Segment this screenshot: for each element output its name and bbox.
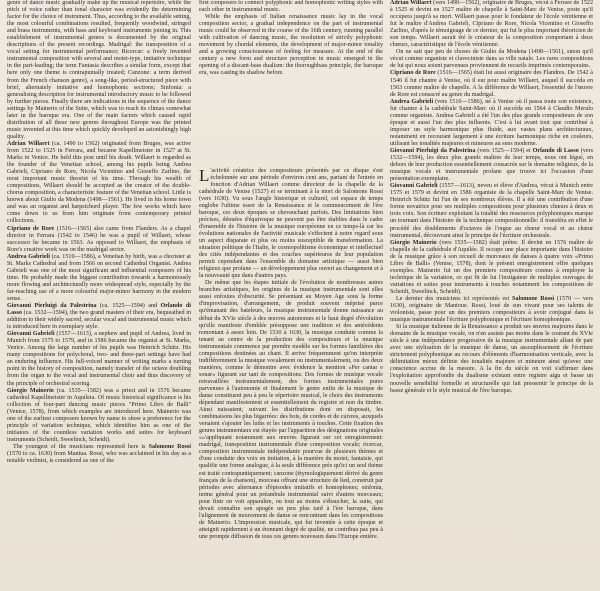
drop-cap: L [199,165,210,185]
paragraph-genres: genre of dance music gradually make up the musical repertoire, while the pitch of voice rather than tonal character was evidently the determining factor for the choice of instrument. Thus, according to the available setting, the most colourful combinations resulted, frequently woodwind, stringed and brass instruments, with bass and keyboard instruments joining in. This establishment of instrumental genres is documented by the original descriptions of the present recordings. Madrigal: the transposition of a vocal setting for instrumental performance; Ricercar: a freely invented instrumental composition with several and motet-type, imitative technique in the part-leading; the term Fantasia describes a similar form, except that here only one theme is contrapuntally treated; Canzone: a term derived from the French chanson genre), a song-like, period-structured piece with brief, alternately imitative and homophonic sections; Sinfonia: a generalising description for instrumental introductory music to be followed by further pieces. Finally there are indications in the sequence of the dance settings by Mainerio of the Suite, which was to reach its climax somewhat later in the baroque era. One of the main factors which caused rapid distribution of all these new genres throughout Europe was the printed music invented at this time which quickly developed an astonishingly high quality. [7,0,191,140]
paragraph-fr-giulio: On ne sait que peu de choses de Giulio da Modena (1498—1561), sinon qu'il vécut comme organiste et claveciniste dans sa ville natale. Les rares compositions de lui qui nous soient parvenues proviennent de recueils imprimés contemporains. [390,49,593,70]
paragraph-fr-conclusion: Si la musique italienne de la Renaissance a produit ses œuvres majeures dans le domaine de la musique vocale, on n'en assiste pas moins dans le courant du XVIe siècle à une indépendance progressive de la musique instrumentale allant de pair avec une stylisation de la musique de danse, un assouplissement de l'écriture strictement polyphonique au recours d'éléments d'harmonisation verticale, avec la délimitation mieux définie des tonalités majeure et mineure ainsi qu'avec une conscience accrue de la mesure. A la fin du siècle on voit s'affirmer dans l'exploitation approfondie du dualisme existant entre registre aigu et basse un nouvelle sensibilité formelle et structurelle qui fait pressentir le principe de la basse générale et le style musical de l'ère baroque. [390,324,593,394]
composer-name-giovanni-gabrieli: Giovanni Gabrieli [7,331,55,338]
composer-name-fr-andrea-gabrieli: Andrea Gabrieli [390,98,434,105]
composer-name-mainerio: Giorgio Mainerio [7,387,54,394]
composer-name-rore: Cipriano de Rore [7,225,55,232]
paragraph-fr-giovanni-gabrieli: Giovanni Gabrieli (1557—1613), neveu et élève d'Andrea, vécut à Munich entre 1575 et 1579 et devint en 1586 organiste de la chapelle Saint-Marc de Venise. Heinrich Schütz fut l'un de ses nombreux élèves. Il a été une contribution d'une forme novatrice pour ses multiples compositions pour plusieurs chœurs à deux et trois voix. Son écriture exploitant la totalité des ressources polyphoniques marque un tournant dans l'histoire de la technique compositionnelle: il transféra en effet le procédé des doublements d'octaves de l'orgue au chœur vocal et au chœur instrumental, découvrant ainsi le principe de l'écriture orchestrale. [390,183,593,239]
paragraph-french-intro: L 'activité créatrice des compositeurs présentés par ce disque s'est échelonnée sur une période d'environ cent ans, partant de l'entrée en fonction d'Adrian Willaert comme directeur de la chapelle de la cathédrale de Venise (1527) et se terminant à la mort de Salomone Rossi (vers 1630). Vu sous l'angle historique et culturel, cet espace de temps englobe l'ultime essor de la Renaissance et le commencement de l'ère baroque, ces deux époques se chevauchant parfois. Des limitations bien précises, dénuées d'équivoque ne peuvent pas être établies dans le cadre d'ensemble de l'histoire de la musique européenne en ce temps-là car les évolutions nationales de l'activité musicale s'effectent à notre regard sous un aspect disparate et plus ou moins susceptible de transformation. La situation politique de l'Italie, le cosmopolitisme économique et intellectuel des cités indépendantes et des couches supérieures de leur population permit cependant dans l'ensemble du domaine artistique — aussi bien religieux que profane — un développement plus ouvert au changement et à la nouveauté que dans d'autres pays. [199,165,383,280]
column-english [7,0,191,591]
paragraph-andrea-gabrieli: Andrea Gabrieli (ca. 1510—1586), a Venetian by birth, was a chorister at St. Marks Cathedral and from 1566 on second Cathedral Organist. Andrea Gabrieli was one of the most significant and influential composers of his time. He probably made the biggest contribution towards a harmoniously more flowing and architecturally more widespread style, especially by the far-reaching use of a more colourful major-minor harmony in the modern sense. [7,253,191,302]
paragraph-mainerio: Giorgio Mainerio (ca. 1535—1582) was a priest and in 1576 became cathedral Kapellmeister in Aquileia. Of music historical significance is his collection of four-part dancing music pieces "Primo Libro de Balli" (Venice, 1578), from which examples are introduced here. Mainerio was one of the earliest composers known by name to show a preference for the principle of variation technique, which identifies him as one of the initiators of the countless variation works and suites for keyboard instruments (Scheidt, Sweelinck, Scheidt). [7,387,191,443]
paragraph-fr-rossi: Le dernier des musiciens ici représentés est Salomone Rossi (1570 — vers 1630), originaire de Mantoue. Rossi, loué de son vivant pour ses talents de violoniste, passe pour un des premiers compositeurs à avoir conjugué dans la musique instrumentale l'écriture polyphonique et l'écriture homophonique. [390,295,593,324]
composer-name-willaert: Adrian Willaert [7,140,50,147]
composer-name-fr-mainerio: Giorgio Mainerio [390,239,437,246]
paragraph-willaert: Adrian Willaert (ca. 1490 to 1562) originated from Bruges, was active from 1522 to 1525 in Ferrara, and became Kapellmeister in 1527 at St. Marks in Venice. He held this post until his death. Willaert is regarded as the founder of the Venetian school, among his pupils being Andrea Gabrieli, Cipriano de Rore, Nicola Vicentino and Gioseffo Zarlino, the most important music theorist of his time. Through his wealth of compositions, Willaert should be accepted as the creator of the double-chorus composition, a characteristic feature of the Venetian school. Little is known about Giulio da Modena (1498—1561). He lived in his home town and was an organist and harpsichord player. The few works which have come down to us from him originate from contemporary printed collections. [7,140,191,225]
column-gap [199,78,383,168]
composer-name-rossi: Salomone Rossi [148,443,191,450]
paragraph-fr-willaert: Adrian Willaert (vers 1490—1562), originaire de Bruges, vécut à Ferrare de 1522 à 1525 et devint en 1527 maître de chapelle à Saint-Marc de Venise, poste qu'il occupera jusqu'à sa mort. Willaert passe pour le fondateur de l'école vénitienne et fut le maître d'Andrea Gabrieli, Cipriano de Rore, Nicola Vicentino et Gioseffo Zarlino, d'après le témoignage de ce dernier, qui fut le plus important théoricien de son temps. Willaert aurait été le créateur de la composition comportant à deux chœurs, caractéristique de l'école vénitienne. [390,0,593,49]
composer-name-palestrina: Giovanni Pierluigi da Palestrina [7,303,97,310]
composer-name-fr-rore: Cipriano de Rore [390,70,436,77]
composer-name-lasso: Orlando di Lasso [7,303,191,317]
paragraph-rossi: The youngest of the musicians represented here is Salomone Rossi (1570 to ca. 1630) from Mantua. Rossi, who was acclaimed in his day as a notable violinist, is considered as one of the [7,443,191,465]
paragraph-giovanni-gabrieli: Giovanni Gabrieli (1557—1613), a nephew and pupil of Andrea, lived in Munich from 1575 to 1579, and in 1586 became the organist at St. Marks, Venice. Among the large number of his pupils was Heinrich Schütz. His many compositions for polychoral, two- and three-part settings have had an enduring influence. His full-voiced manner of writing marks a turning point in the history of composition, namely transfer of the octave doubling from the organ to the vocal and instrumental choir and thus discovery of the principle of orchestral scoring. [7,331,191,387]
composer-name-fr-lasso: Orlando di Lasso [532,147,579,154]
composer-name-fr-willaert: Adrian Willaert [390,0,432,6]
paragraph-fr-rore: Cipriano de Rore (1516—1565) était lui aussi originaire des Flandres. De 1542 à 1546 il fut chantre à Venise, où il eut pour maître Willaert, auquel il succéda en 1563 comme maître de chapelle. A la différence de Willaert, l'essentiel de l'œuvre de Rore est consacré au genre du madrigal. [390,70,593,98]
column-middle [199,0,383,591]
paragraph-french-genres: De même que les étapes initiale de l'évolution de nombreuses autres branches artistiques, les origines de la musique instrumentale sont elles aussi enfouies d'obscurité. Se présentant au Moyen Age sous la forme d'improvisation, d'arrangement, de produit souvent méprisé parce qu'émanant des bateleurs, la musique instrumentale donne naissance au début du XVIe siècle à des œuvres autonomes et le haut degré d'évolution qu'elle manifeste d'emblée présuppose une tradition et des antécédents remontant à assez loin. De 1530 à 1630, la musique conduite comme la tenant au centre de la production des compositeurs et la musique instrumentale commence par prendre modèle sur les formes familières des compositions destinées au chant. Il arrive fréquemment qu'on interprète indifféremment la musique vocalement ou instrumentalement, ou des deux manières, comme le démontre avec évidence la mention «Per cantar e sonar» figurant sur tant de compositions. Des formes de musique vocale retravaillées instrumentalement, des formes instrumentales pures parvenues à l'autonomie et finalement le genre enfin de la musique de danse constituent peu à peu le répertoire musical, le choix des instruments dépendant manifestement et essentiellement du registre et non du timbre. Ainsi naissaient, suivant les distributions dont on disposait, les combinaisons les plus bigarrées: des bois, de cordes et de cuivres, auxquels venaient s'ajouter les luths et les instruments à touches. Cette fixation des genres instrumentaux est étayée par l'apparition des désignations originales «»'appliquant notamment aux œuvres figurant sur cet enregistrement: madrigal, transposition instrumentale d'une composition vocale; ricercar, composition instrumentale indépendante pourvue de plusieurs thèmes et d'une conduite des voix en imitation, à la manière du motet; fantaisie, qui qualifie une forme analogue, à la seule différence près qu'ici un seul thème est traité contrapuntiquement; canzone (étymologiquement dérivé du genre français de la chanson), morceau offrant une structure de lied, construit par périodes avec alternance d'épisodes imitatifs et homophones; sinfonia, terme général pour un préambule instrumental suivi d'autres morceaux; pour finir on voit apparaître, ou tout au moins s'ébaucher, la suite, qui devait connaître son apogée un peu plus tard à l'ère baroque, dans l'alignement de mouvement de danse se rencontrant dans les compositions de Mainerio. L'impression musicale, qui fut inventée à cette époque et atteignit rapidement à un étonnant degré de qualité, ne contribua pas peu à une prompte diffusion de tous ces genres nouveaux dans l'Europe entière. [199,280,383,540]
paragraph-renaissance-summary: While the emphasis of Italian renaissance music lay in the vocal composition sector, a gradual independence on the part of instrumental music could be observed in the course of the 16th century, running parallel with cultivation of dancing music, the resolution of strictly polyphonic movement by chordal elements, the development of major-minor tonality and a growing consciousness of feeling for measure. At the end of the century a new form and structure perception in music emerged in the opening of a discant-bass dualism: the thoroughbass principle, the baroque era, was casting its shadow before. [199,14,383,77]
column-french-composers [390,0,593,591]
paragraph-palestrina-lasso: Giovanni Pierluigi da Palestrina (ca. 1525—1594) and Orlando di Lasso (ca. 1532—1594), the two grand masters of their era, bequeathed in addition to their widely sacred, secular vocal and instrumental music which is introduced here in exemplary style. [7,303,191,331]
paragraph-fr-palestrina-lasso: Giovanni Pierluigi da Palestrina (vers 1525—1594) et Orlando di Lasso (vers 1532—1594), les deux plus grands maîtres de leur temps, nous ont légué, en dehors de leur production essentiellement consacrée sur le domaine religieux, de la musique vocale et instrumentale profane que trouve ici l'occasion d'une présentation exemplaire. [390,147,593,183]
composer-name-fr-giovanni-gabrieli: Giovanni Gabrieli [390,183,438,190]
composer-name-fr-palestrina: Giovanni Pierluigi da Palestrina [390,147,476,154]
paragraph-fr-andrea-gabrieli: Andrea Gabrieli (vers 1510—1586), né à Venise où il passa toute son existence, fut chantre à la cathédrale Saint-Marc où il succéda en 1564 à Claudio Merulo comme organiste. Andrea Gabrieli a été l'un des plus grands compositeurs de son époque et aussi l'un des plus influents. C'est à lui avant tout que contribué à imposer un style harmonique plus fluide, aux vastes plans architecturaux, notamment en recourant largement à une écriture harmonique riche en couleurs, utilisant les tonalités majeures et mineures au sens moderne. [390,98,593,147]
paragraph-fr-mainerio: Giorgio Mainerio (vers 1535—1582) était prêtre. Il devint en 1576 maître de chapelle de la cathédrale d'Aquilée. Il occupe une place importante dans l'histoire de la musique grâce à son recueil de morceaux de danses à quatre voix «Primo Libro de Balli» (Venise, 1578), dont le présent enregistrement offre quelques exemples. Mainerio fut un des premiers compositeurs connus à employer la technique de la variation, ce qui fit de lui l'instigateur de multiples ouvrages de variations et suites pour instruments à touches notamment les compositions de Scheidt, Sweelinck, Scheidt). [390,239,593,295]
composer-name-fr-rossi: Salomone Rossi [512,295,555,302]
composer-name-andrea-gabrieli: Andrea Gabrieli [7,253,50,260]
paragraph-rore: Cipriano de Rore (1516—1565) also came from Flanders. As a chapel director in Ferrara (1542 to 1546) he was a pupil of Willaert, whose successor he became in 1563. As opposed to Willaert, the emphasis of Rore's creative work was on the madrigal sector. [7,225,191,253]
paragraph-rossi-continued: first composers to connect polyphonic and homophonic writing styles with each other in instrumental music. [199,0,383,14]
